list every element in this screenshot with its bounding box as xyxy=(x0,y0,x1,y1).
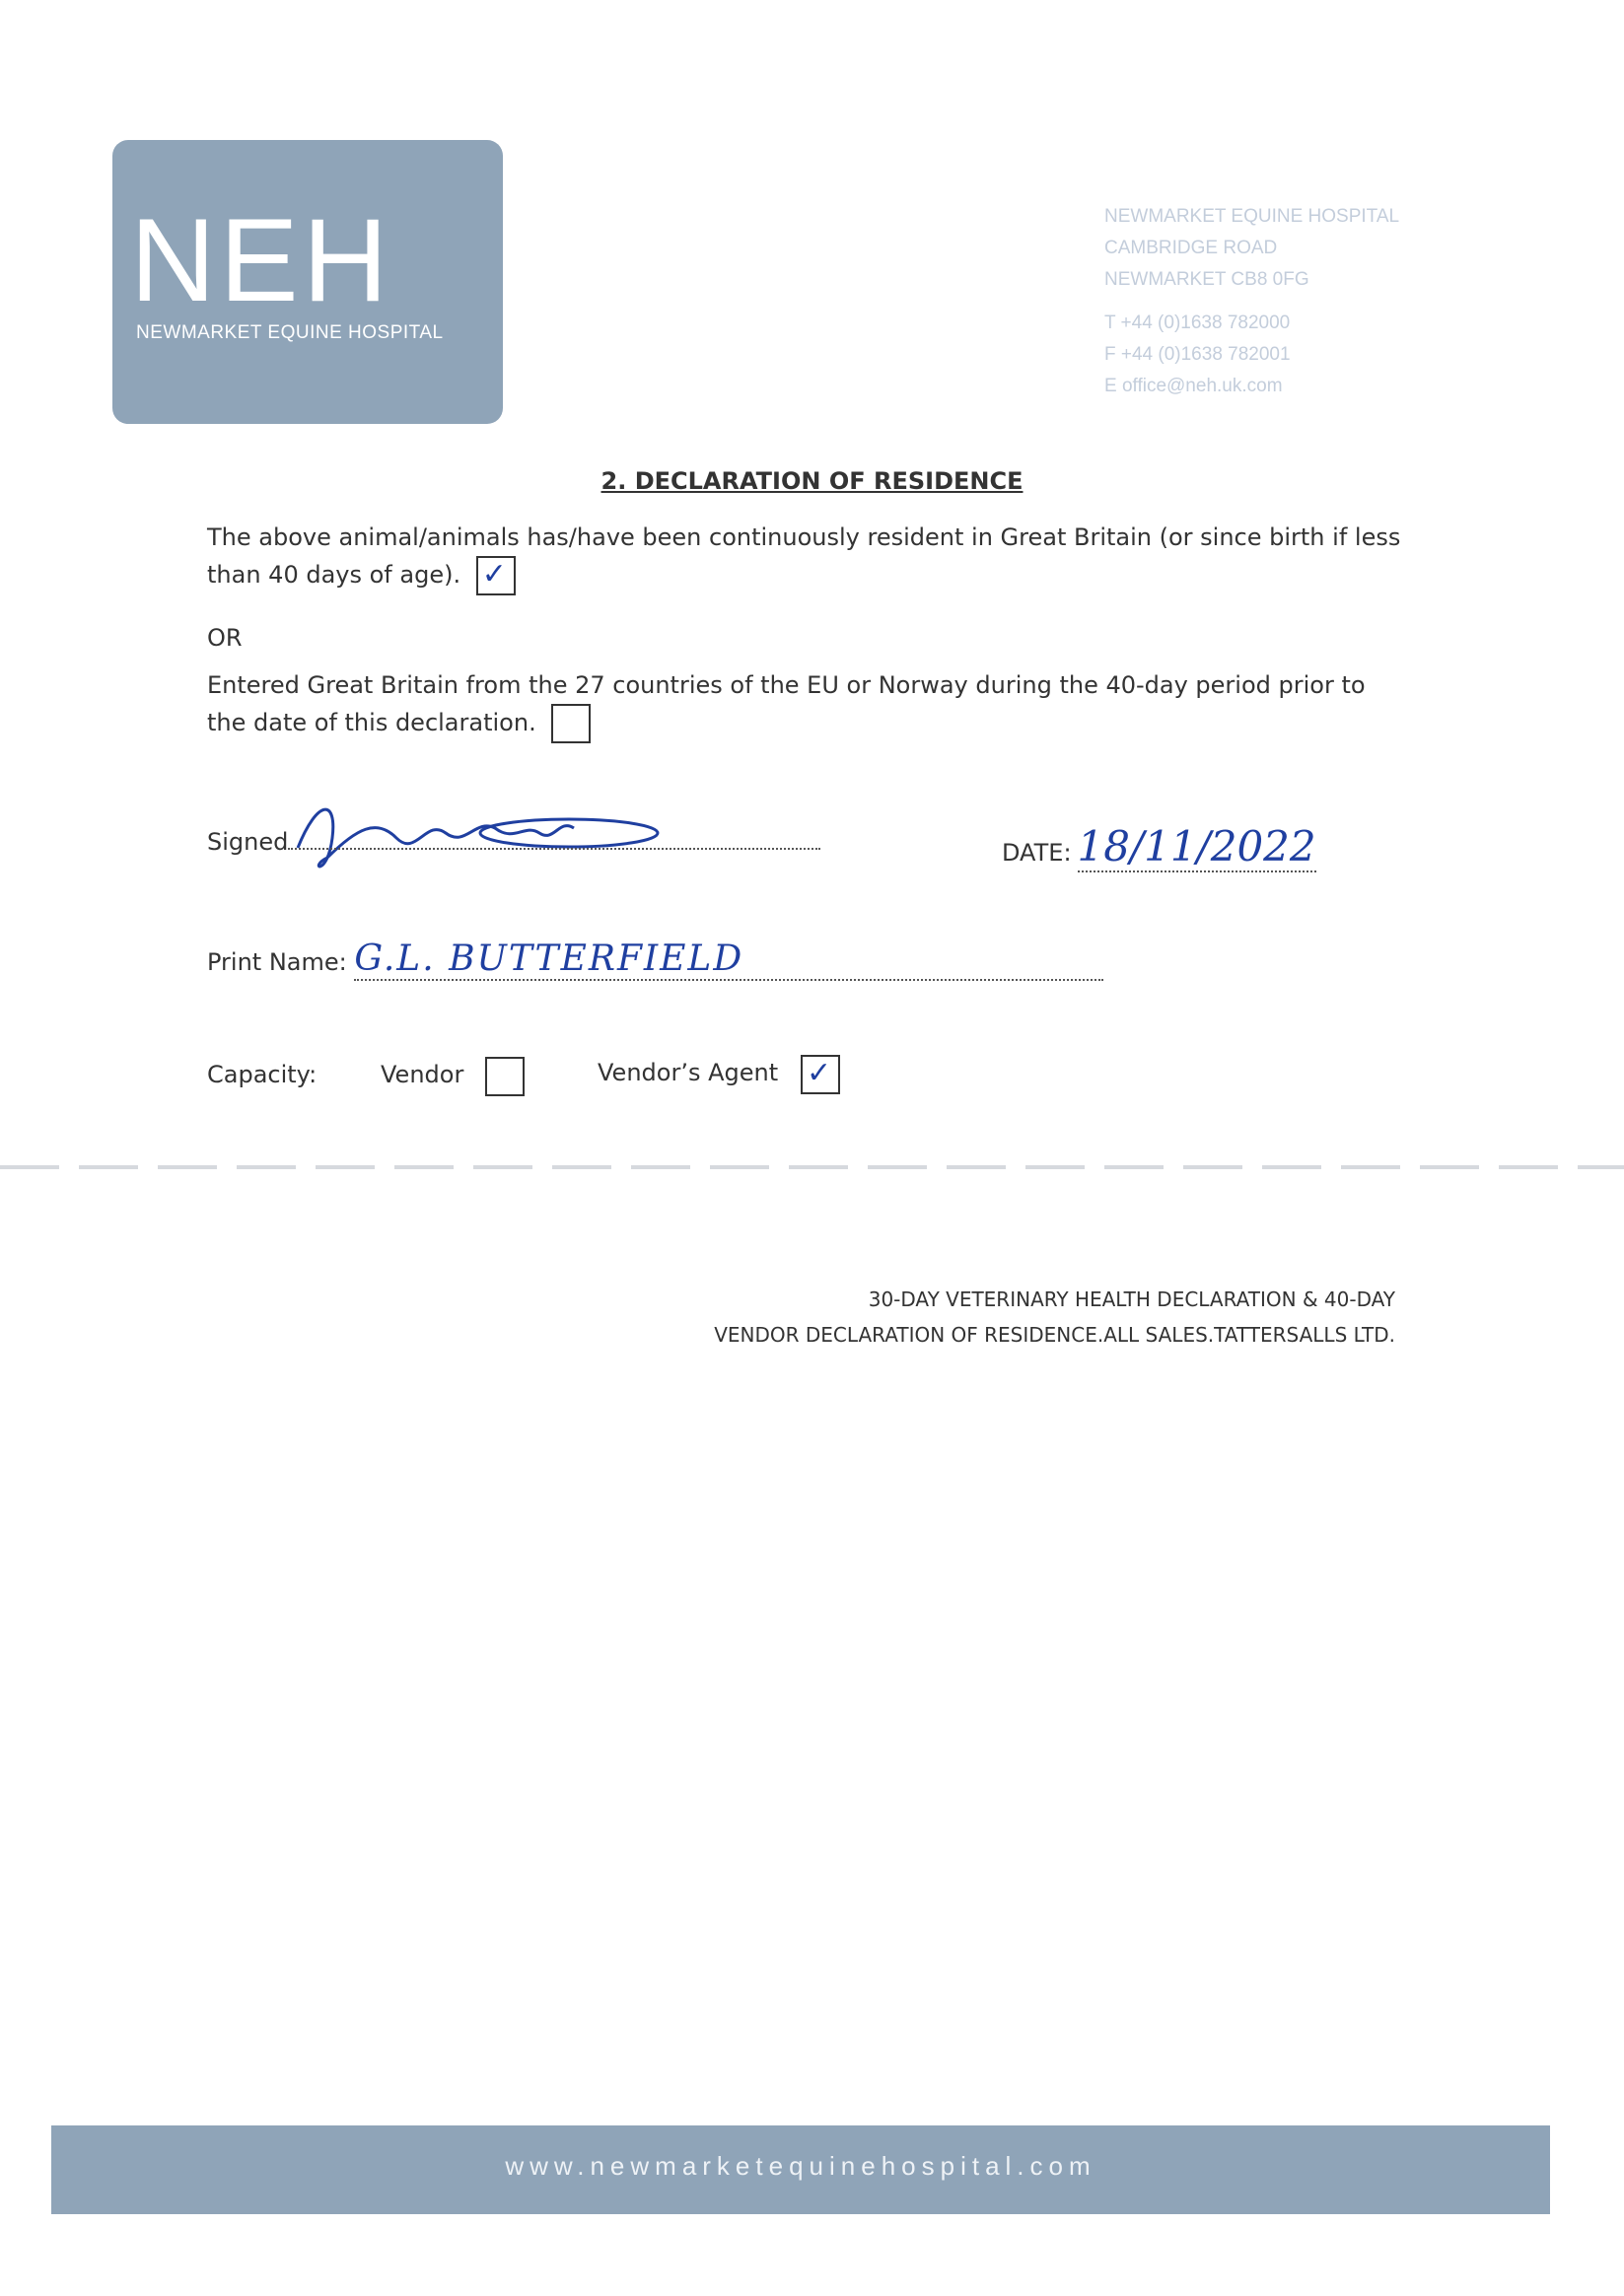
website-link[interactable]: www.newmarketequinehospital.com xyxy=(505,2151,1096,2181)
option2-text: Entered Great Britain from the 27 countries of the EU or Norway during the 40-day period prior to the date of this declaration. xyxy=(207,671,1366,736)
print-name-field xyxy=(207,939,1103,981)
signature-line[interactable] xyxy=(288,848,820,850)
signed-field xyxy=(207,828,820,856)
date-value[interactable]: 18/11/2022 xyxy=(1077,822,1316,870)
address-line: NEWMARKET EQUINE HOSPITAL xyxy=(1104,206,1400,227)
capacity-row xyxy=(207,1055,1094,1104)
date-label: DATE: xyxy=(1002,839,1072,867)
option2-checkbox[interactable] xyxy=(551,704,591,743)
form-reference-line1: 30-DAY VETERINARY HEALTH DECLARATION & 40-DAY xyxy=(868,1287,1395,1311)
address-line: NEWMARKET CB8 0FG xyxy=(1104,269,1309,290)
letterhead-address xyxy=(1104,201,1459,402)
vendor-checkbox[interactable] xyxy=(485,1057,525,1096)
print-name-label: Print Name: xyxy=(207,948,347,976)
page-title: 2. DECLARATION OF RESIDENCE xyxy=(600,467,1024,495)
form-reference xyxy=(714,1282,1395,1353)
check-mark-icon: ✓ xyxy=(481,557,507,591)
footer-bar xyxy=(51,2125,1550,2214)
form-reference-line2: VENDOR DECLARATION OF RESIDENCE.ALL SALES.TATTERSALLS LTD. xyxy=(714,1323,1395,1347)
option1-text: The above animal/animals has/have been continuously resident in Great Britain (or since birth if less than 40 days of age). xyxy=(207,523,1401,589)
contact-line: E office@neh.uk.com xyxy=(1104,376,1283,396)
logo-letters: NEH xyxy=(130,194,392,326)
signed-label: Signed xyxy=(207,828,289,856)
capacity-label: Capacity: xyxy=(207,1061,318,1088)
vendor-label: Vendor xyxy=(381,1061,464,1088)
vendors-agent-label: Vendor’s Agent xyxy=(598,1059,779,1086)
option-continuous-residence xyxy=(207,519,1410,595)
or-separator: OR xyxy=(207,624,243,652)
contact-line: T +44 (0)1638 782000 xyxy=(1104,313,1291,333)
check-mark-icon: ✓ xyxy=(807,1056,832,1090)
vendors-agent-checkbox[interactable] xyxy=(801,1055,840,1094)
address-line: CAMBRIDGE ROAD xyxy=(1104,238,1278,258)
neh-logo xyxy=(112,140,503,424)
option1-checkbox[interactable] xyxy=(476,556,516,595)
contact-line: F +44 (0)1638 782001 xyxy=(1104,344,1291,365)
logo-subtitle: NEWMARKET EQUINE HOSPITAL xyxy=(136,322,444,343)
fold-line xyxy=(0,1165,1624,1169)
date-field xyxy=(1002,822,1316,872)
print-name-value[interactable]: G.L. BUTTERFIELD xyxy=(354,939,1103,981)
option-entered-gb xyxy=(207,666,1410,743)
